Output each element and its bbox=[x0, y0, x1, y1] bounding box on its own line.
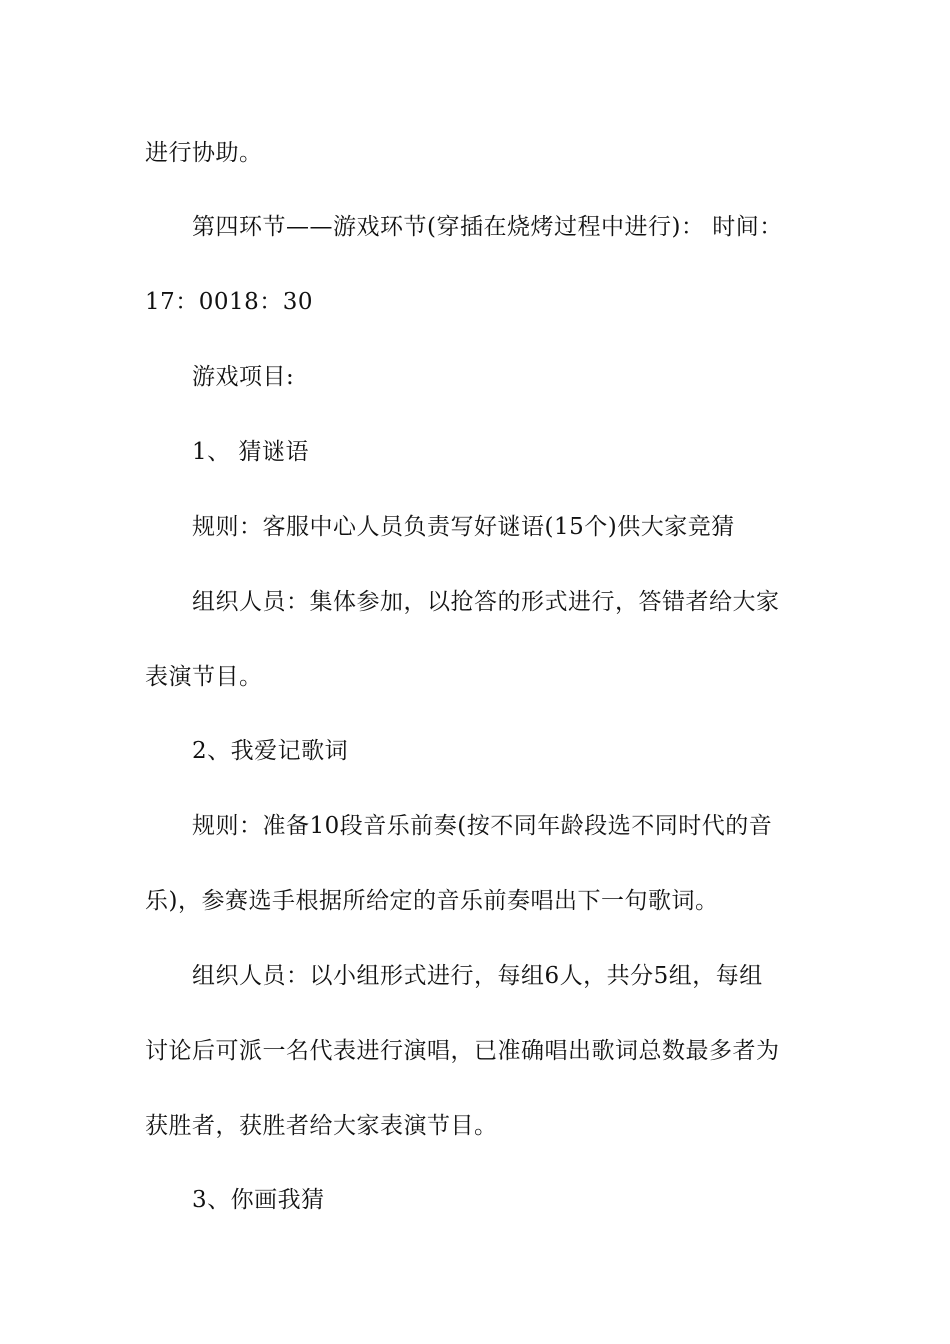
game-2-organization-line-1: 组织人员：以小组形式进行，每组6人，共分5组，每组 bbox=[192, 963, 763, 989]
section-four-time: 17：0018：30 bbox=[145, 289, 314, 315]
game-2-organization-line-3: 获胜者，获胜者给大家表演节目。 bbox=[145, 1113, 498, 1139]
game-1-organization-line-2: 表演节目。 bbox=[145, 664, 263, 690]
game-2-title: 2、我爱记歌词 bbox=[192, 738, 349, 764]
paragraph-continuation-assist: 进行协助。 bbox=[145, 140, 263, 166]
game-1-organization-line-1: 组织人员：集体参加，以抢答的形式进行，答错者给大家 bbox=[192, 589, 780, 615]
game-2-organization-line-2: 讨论后可派一名代表进行演唱，已准确唱出歌词总数最多者为 bbox=[145, 1038, 780, 1064]
game-items-heading: 游戏项目: bbox=[192, 364, 295, 390]
game-1-title: 1、 猜谜语 bbox=[192, 439, 309, 465]
game-3-title: 3、你画我猜 bbox=[192, 1187, 325, 1213]
game-1-rules: 规则：客服中心人员负责写好谜语(15个)供大家竞猜 bbox=[192, 514, 735, 540]
game-2-rules-line-2: 乐)，参赛选手根据所给定的音乐前奏唱出下一句歌词。 bbox=[145, 888, 719, 914]
section-four-heading: 第四环节——游戏环节(穿插在烧烤过程中进行)： 时间： bbox=[192, 214, 783, 240]
game-2-rules-line-1: 规则：准备10段音乐前奏(按不同年龄段选不同时代的音 bbox=[192, 813, 773, 839]
